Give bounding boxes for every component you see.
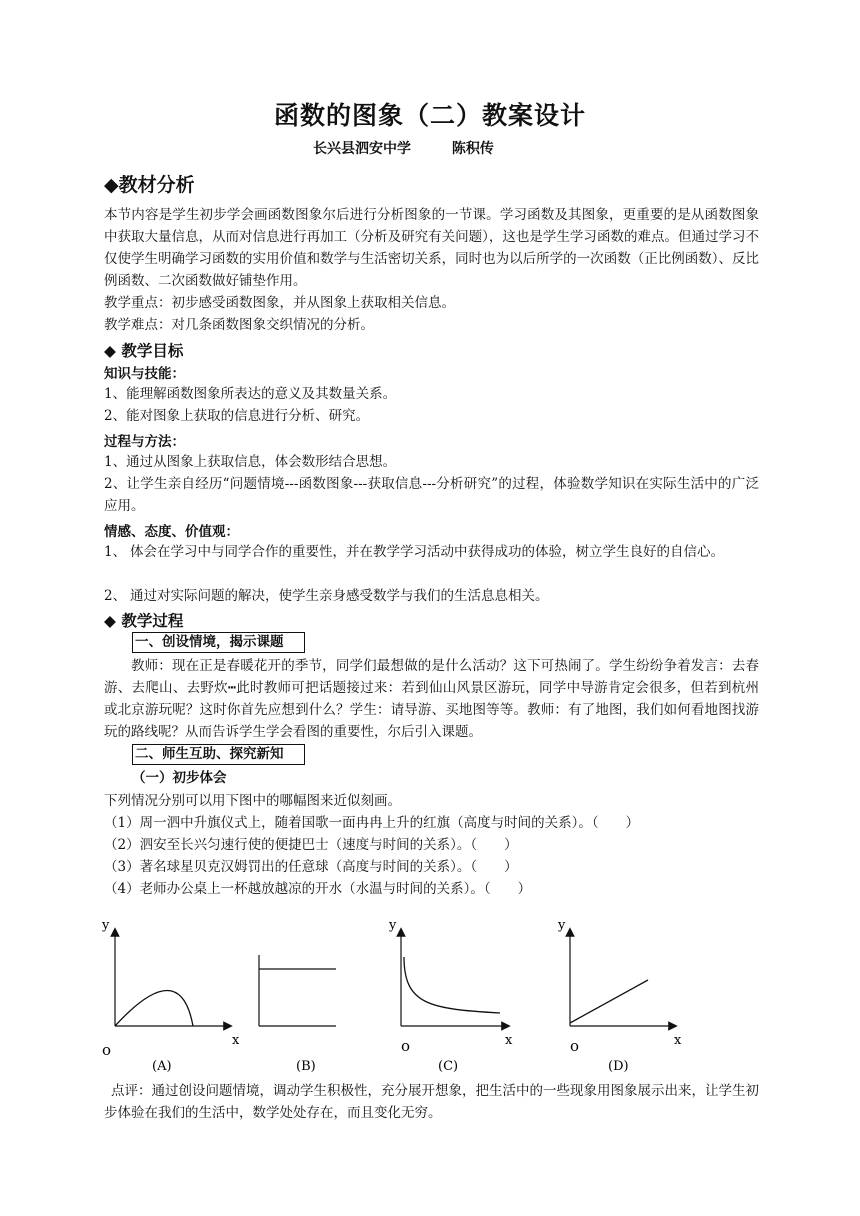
item-text: 体会在学习中与同学合作的重要性，并在教学学习活动中获得成功的体验，树立学生良好的自信心。 — [130, 544, 724, 560]
graph-caption: (C) — [438, 1059, 459, 1074]
origin-label: o — [401, 1037, 411, 1055]
question-item: （4）老师办公桌上一杯越放越凉的开水（水温与时间的关系）。（ ） — [104, 881, 532, 897]
y-axis-label: y — [389, 918, 397, 933]
x-axis-label: x — [232, 1033, 240, 1048]
item-number: 1、 — [104, 544, 127, 560]
item-text: 通过对实际问题的解决，使学生亲身感受数学与我们的生活息息相关。 — [130, 588, 549, 604]
graph-c — [388, 918, 513, 1074]
origin-label: o — [570, 1037, 580, 1055]
graph-curve — [115, 991, 193, 1027]
page-title: 函数的图象（二）教案设计 — [273, 101, 586, 130]
knowledge-item: 2、能对图象上获取的信息进行分析、研究。 — [104, 408, 370, 424]
subheading-process: 过程与方法： — [104, 434, 185, 450]
x-axis-label: x — [674, 1033, 682, 1048]
graph-caption: (D) — [608, 1059, 629, 1074]
part1-paragraph: 教师：现在正是春暖花开的季节，同学们最想做的是什么活动？这下可热闹了。学生纷纷争着发言：去春游、去爬山、去野炊┅此时教师可把话题接过来：若到仙山风景区游玩，同学中导游肯定会很多，但若到杭州或北京游玩呢？这时你首先应想到什么？学生：请导游、买地图等等。教师：有了地图，我们如何看地图找游玩的路线呢？从而告诉学生学会看图的重要性，尔后引入课题。 — [104, 658, 759, 740]
item-number: 2、 — [104, 588, 127, 604]
y-axis-label: y — [102, 918, 110, 933]
analysis-paragraph: 本节内容是学生初步学会画函数图象尔后进行分析图象的一节课。学习函数及其图象，更重要的是从函数图象中获取大量信息，从而对信息进行再加工（分析及研究有关问题），这也是学生学习函数的难点。但通过学习不仅使学生明确学习函数的实用价值和数学与生活密切关系，同时也为以后所学的一次函数（正比例函数）、反比例函数、二次函数做好铺垫作用。 — [104, 207, 759, 289]
section-heading-process: ◆ 教学过程 — [104, 611, 184, 630]
part2-title-box: 二、师生互助、探究新知 — [132, 744, 305, 765]
graph-d — [557, 918, 682, 1074]
part2-subheading: （一）初步体会 — [132, 770, 227, 786]
subheading-attitude: 情感、态度、价值观： — [104, 524, 239, 540]
function-graphs-figure — [0, 905, 860, 1080]
graph-caption: (B) — [296, 1059, 316, 1074]
key-point: 教学重点：初步感受函数图象，并从图象上获取相关信息。 — [104, 295, 455, 311]
attitude-item — [104, 585, 759, 607]
graph-b — [259, 955, 336, 1074]
origin-label: o — [102, 1041, 112, 1059]
y-axis-label: y — [558, 918, 566, 933]
graph-curve — [404, 957, 500, 1013]
question-item: （3）著名球星贝克汉姆罚出的任意球（高度与时间的关系）。（ ） — [104, 859, 518, 875]
author-line: 长兴县泗安中学 陈积传 — [313, 141, 494, 157]
attitude-item — [104, 541, 759, 563]
graph-caption: (A) — [152, 1059, 172, 1074]
knowledge-item: 1、能理解函数图象所表达的意义及其数量关系。 — [104, 386, 397, 402]
section-heading-goals: ◆ 教学目标 — [104, 341, 184, 360]
question-intro: 下列情况分别可以用下图中的哪幅图来近似刻画。 — [104, 793, 401, 809]
question-item: （1）周一泗中升旗仪式上，随着国歌一面冉冉上升的红旗（高度与时间的关系）。（ ） — [104, 815, 640, 831]
x-axis-label: x — [505, 1033, 513, 1048]
graph-line — [570, 980, 648, 1023]
process-item: 1、通过从图象上获取信息，体会数形结合思想。 — [104, 454, 397, 470]
comment-paragraph: 点评：通过创设问题情境，调动学生积极性，充分展开想象，把生活中的一些现象用图象展示出来，让学生初步体验在我们的生活中，数学处处存在，而且变化无穷。 — [104, 1083, 759, 1121]
subheading-knowledge: 知识与技能： — [104, 366, 185, 382]
part1-title-box: 一、创设情境，揭示课题 — [132, 632, 305, 653]
process-item: 2、让学生亲自经历“问题情境---函数图象---获取信息---分析研究”的过程，体验数学知识在实际生活中的广泛应用。 — [104, 476, 759, 514]
question-item: （2）泗安至长兴匀速行使的便捷巴士（速度与时间的关系）。（ ） — [104, 837, 518, 853]
difficult-point: 教学难点：对几条函数图象交织情况的分析。 — [104, 317, 374, 333]
graph-a — [101, 918, 240, 1074]
section-heading-analysis: ◆教材分析 — [104, 174, 195, 196]
